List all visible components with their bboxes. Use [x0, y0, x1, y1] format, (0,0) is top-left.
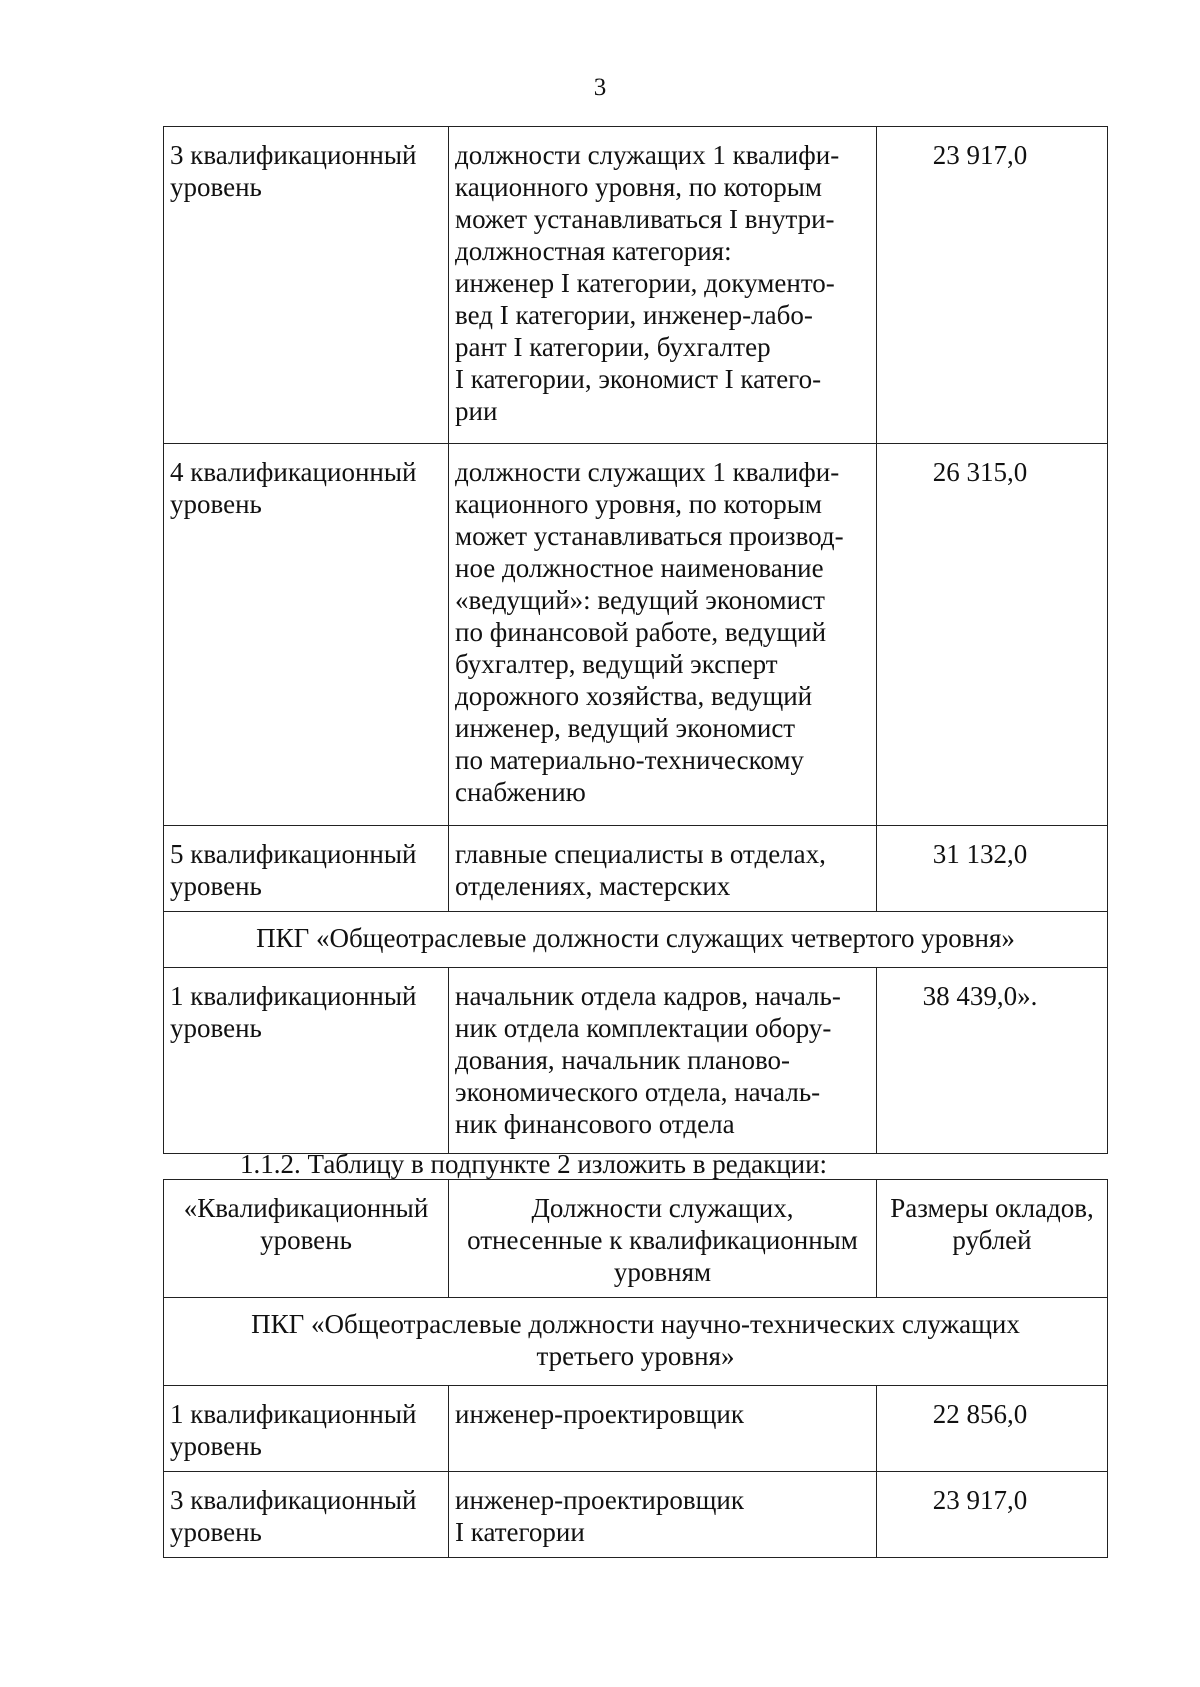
table-row [164, 826, 1108, 912]
positions-cell: начальник отдела кадров, началь- ник отдела комплектации обору- дования, начальник планово- экономического отдела, началь- ник финансового отдела [449, 968, 877, 1154]
column-header-level: «Квалификационный уровень [164, 1180, 449, 1298]
qualification-level-cell: 1 квалификационный уровень [164, 1386, 449, 1472]
salary-cell: 31 132,0 [877, 826, 1108, 912]
salary-table-continued [163, 126, 1108, 1154]
amendment-intro: 1.1.2. Таблицу в подпункте 2 изложить в редакции: [240, 1149, 828, 1179]
table-row [164, 444, 1108, 826]
table-row [164, 1386, 1108, 1472]
column-header-positions: Должности служащих, отнесенные к квалификационным уровням [449, 1180, 877, 1298]
salary-cell: 23 917,0 [877, 1472, 1108, 1558]
table-row [164, 1472, 1108, 1558]
group-header: ПКГ «Общеотраслевые должности научно-технических служащих третьего уровня» [164, 1298, 1108, 1386]
column-header-salary: Размеры окладов, рублей [877, 1180, 1108, 1298]
qualification-level-cell: 5 квалификационный уровень [164, 826, 449, 912]
positions-cell: должности служащих 1 квалифи- кационного уровня, по которым может устанавливаться I внутри- должностная категория: инженер I категории, документо- вед I категории, инженер-лабо- рант I категории, бухгалтер I категории, экономист I катего- рии [449, 127, 877, 444]
table-row [164, 127, 1108, 444]
salary-table-new [163, 1179, 1108, 1558]
group-header: ПКГ «Общеотраслевые должности служащих четвертого уровня» [164, 912, 1108, 968]
qualification-level-cell: 1 квалификационный уровень [164, 968, 449, 1154]
qualification-level-cell: 4 квалификационный уровень [164, 444, 449, 826]
table-header-row [164, 1180, 1108, 1298]
table-row [164, 968, 1108, 1154]
group-header-row [164, 1298, 1108, 1386]
page-number: 3 [593, 74, 607, 101]
positions-cell: инженер-проектировщик [449, 1386, 877, 1472]
salary-cell: 23 917,0 [877, 127, 1108, 444]
salary-cell: 38 439,0». [877, 968, 1108, 1154]
qualification-level-cell: 3 квалификационный уровень [164, 1472, 449, 1558]
salary-cell: 26 315,0 [877, 444, 1108, 826]
positions-cell: должности служащих 1 квалифи- кационного уровня, по которым может устанавливаться производ- ное должностное наименование «ведущий»: ведущий экономист по финансовой работе, ведущий бухгалтер, ведущий эксперт дорожного хозяйства, ведущий инженер, ведущий экономист по материально-техническому снабжению [449, 444, 877, 826]
positions-cell: главные специалисты в отделах, отделениях, мастерских [449, 826, 877, 912]
salary-cell: 22 856,0 [877, 1386, 1108, 1472]
positions-cell: инженер-проектировщик I категории [449, 1472, 877, 1558]
qualification-level-cell: 3 квалификационный уровень [164, 127, 449, 444]
group-header-row [164, 912, 1108, 968]
